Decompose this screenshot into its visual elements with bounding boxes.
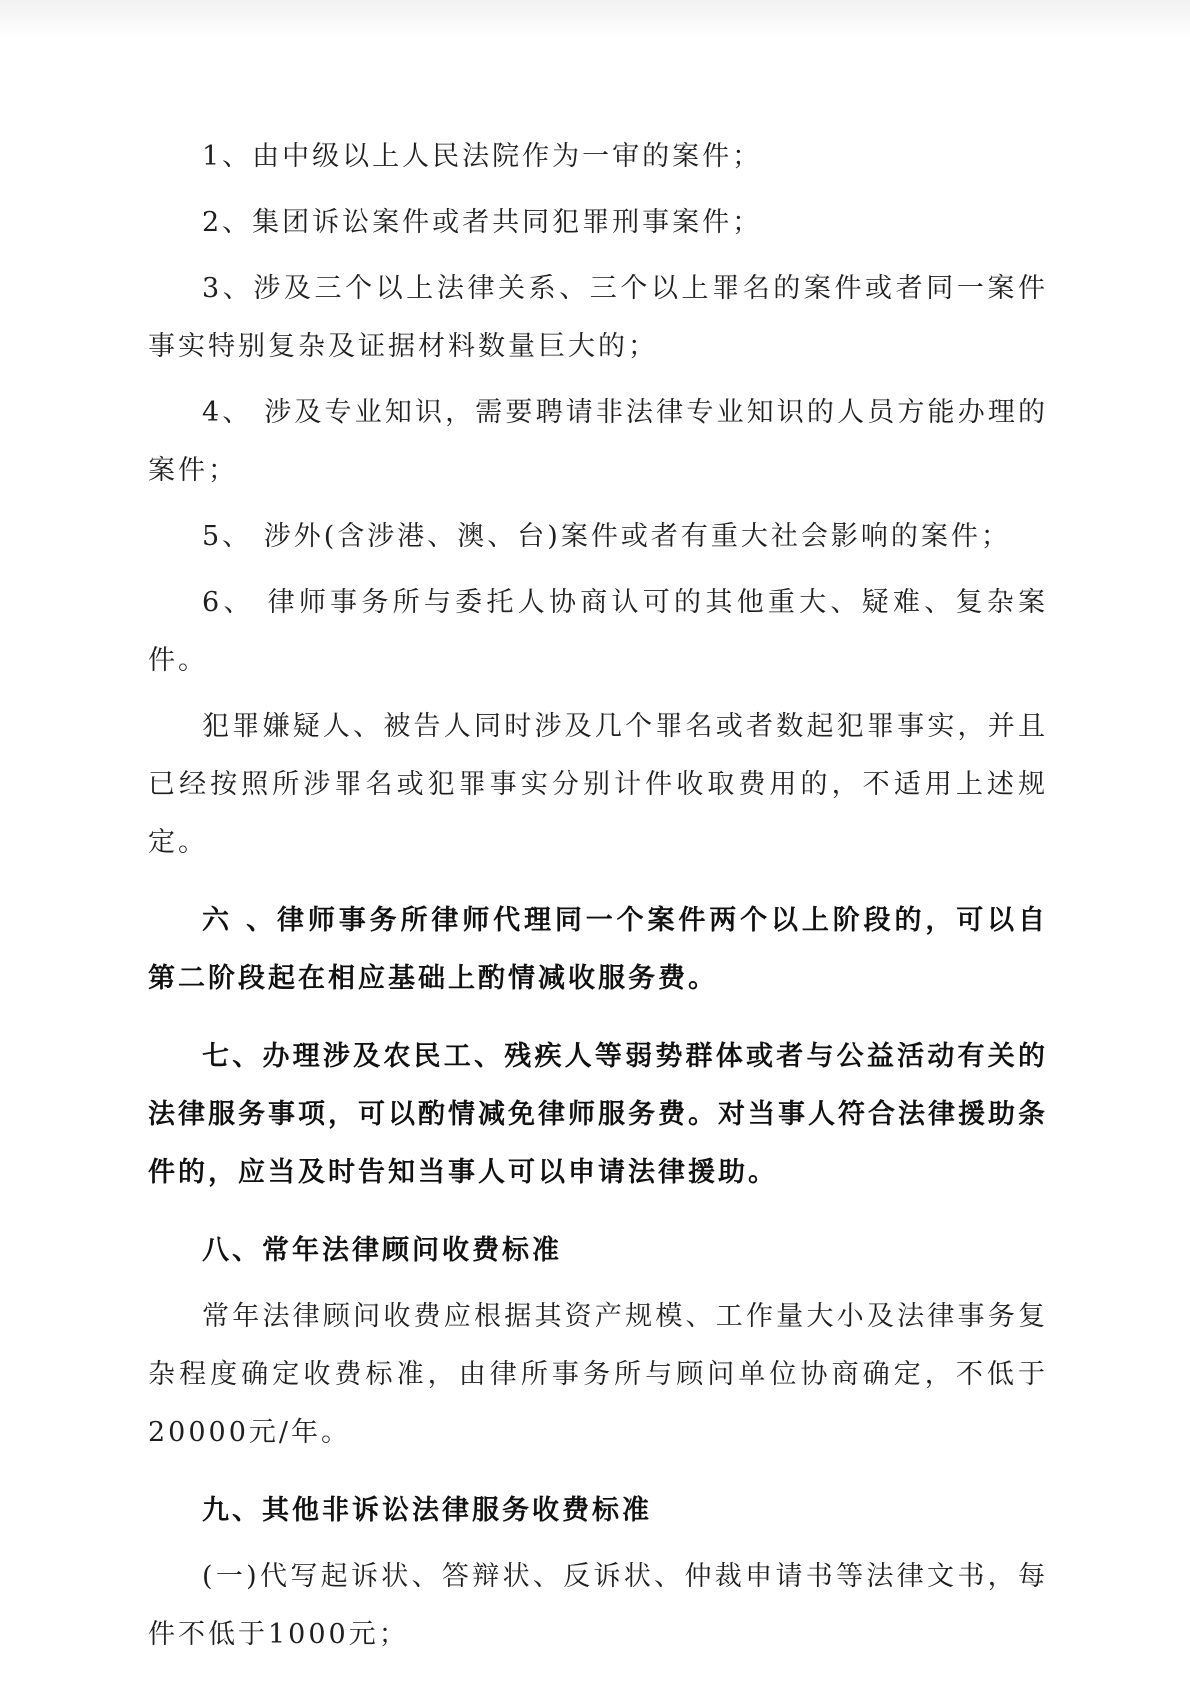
scan-top-edge — [0, 0, 1190, 40]
exception-note: 犯罪嫌疑人、被告人同时涉及几个罪名或者数起犯罪事实，并且已经按照所涉罪名或犯罪事实分别计件收取费用的，不适用上述规定。 — [148, 711, 1048, 858]
section-eight-body: 常年法律顾问收费应根据其资产规模、工作量大小及法律事务复杂程度确定收费标准，由律所事务所与顾问单位协商确定，不低于20000元/年。 — [148, 1301, 1048, 1448]
list-item-4: 4、 涉及专业知识，需要聘请非法律专业知识的人员方能办理的案件； — [148, 397, 1048, 486]
section-nine-heading: 九、其他非诉讼法律服务收费标准 — [202, 1495, 652, 1526]
section-seven: 七、办理涉及农民工、残疾人等弱势群体或者与公益活动有关的法律服务事项，可以酌情减免律师服务费。对当事人符合法律援助条件的，应当及时告知当事人可以申请法律援助。 — [148, 1041, 1048, 1188]
list-item-1: 1、由中级以上人民法院作为一审的案件； — [202, 141, 763, 172]
section-nine-item-1: (一)代写起诉状、答辩状、反诉状、仲裁申请书等法律文书，每件不低于1000元； — [148, 1561, 1048, 1650]
document-page — [148, 128, 1048, 1684]
list-item-2: 2、集团诉讼案件或者共同犯罪刑事案件； — [202, 207, 763, 238]
list-item-6: 6、 律师事务所与委托人协商认可的其他重大、疑难、复杂案件。 — [148, 587, 1048, 676]
list-item-3: 3、涉及三个以上法律关系、三个以上罪名的案件或者同一案件事实特别复杂及证据材料数量巨大的； — [148, 273, 1048, 362]
section-eight-heading: 八、常年法律顾问收费标准 — [202, 1235, 562, 1266]
list-item-5: 5、 涉外(含涉港、澳、台)案件或者有重大社会影响的案件； — [202, 521, 1011, 552]
section-six: 六 、律师事务所律师代理同一个案件两个以上阶段的，可以自第二阶段起在相应基础上酌情减收服务费。 — [148, 905, 1048, 994]
